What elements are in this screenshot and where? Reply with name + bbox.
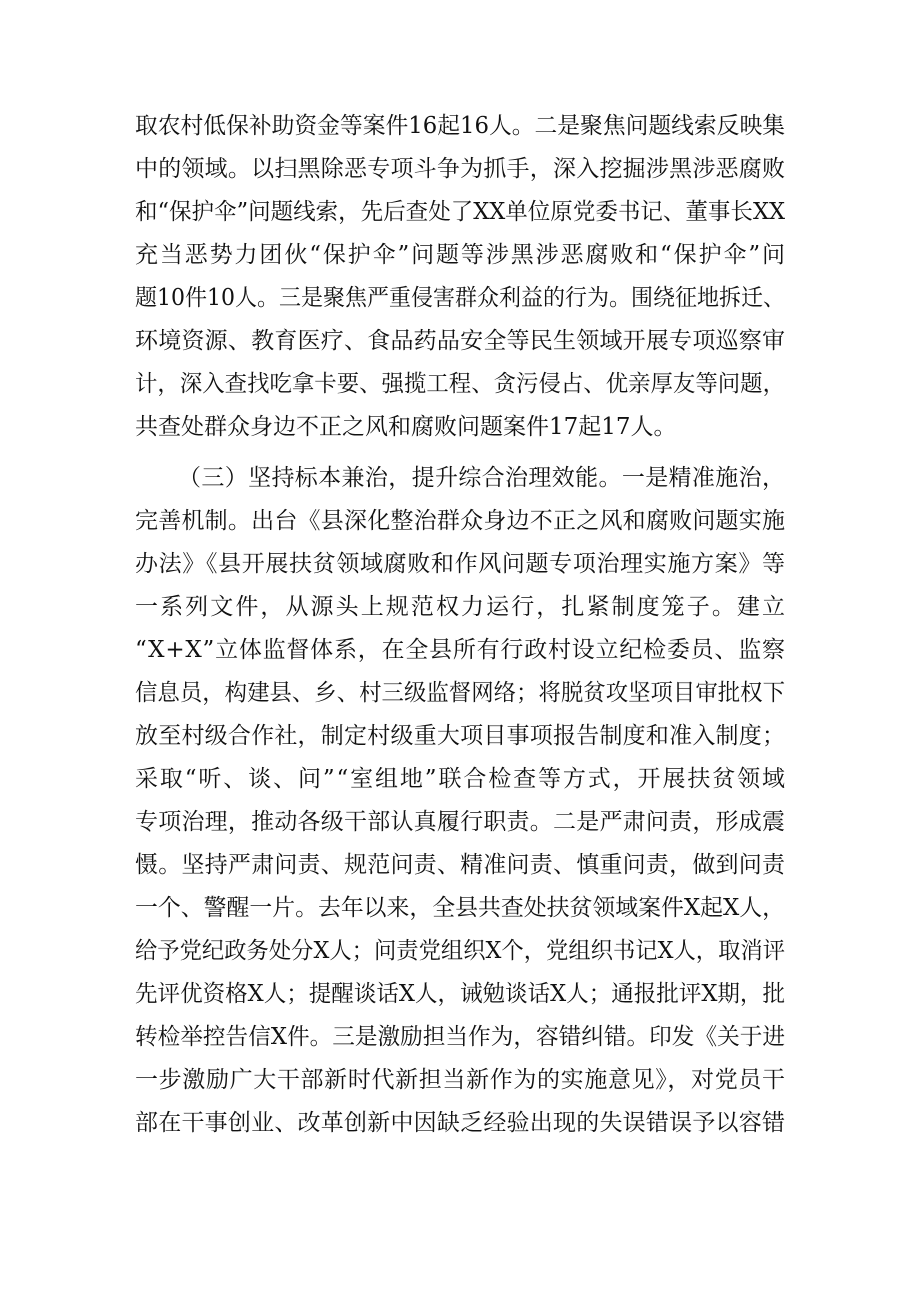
text-line: 放至村级合作社，制定村级重大项目事项报告制度和准入制度； (135, 723, 786, 749)
text-line: 办法》《县开展扶贫领域腐败和作风问题专项治理实施方案》等 (135, 551, 786, 577)
text-line: 信息员，构建县、乡、村三级监督网络；将脱贫攻坚项目审批权下 (135, 680, 785, 706)
text-line: 共查处群众身边不正之风和腐败问题案件17起17人。 (135, 414, 677, 440)
text-line: “X+X”立体监督体系，在全县所有行政村设立纪检委员、监察 (135, 637, 786, 663)
text-line: 一步激励广大干部新时代新担当新作为的实施意见》，对党员干 (135, 1067, 786, 1093)
text-line: 专项治理，推动各级干部认真履行职责。二是严肃问责，形成震 (135, 809, 786, 835)
text-line: 慑。坚持严肃问责、规范问责、精准问责、慎重问责，做到问责 (135, 852, 786, 878)
text-line: 和“保护伞”问题线索，先后查处了XX单位原党委书记、董事长XX (135, 199, 785, 225)
text-line: 给予党纪政务处分X人；问责党组织X个，党组织书记X人，取消评 (135, 938, 785, 964)
text-line: 采取“听、谈、问”“室组地”联合检查等方式，开展扶贫领域 (135, 766, 787, 792)
text-line: 题10件10人。三是聚焦严重侵害群众利益的行为。围绕征地拆迁、 (135, 285, 785, 311)
text-line: 转检举控告信X件。三是激励担当作为，容错纠错。印发《关于进 (135, 1024, 785, 1050)
text-line: 部在干事创业、改革创新中因缺乏经验出现的失误错误予以容错 (135, 1110, 786, 1136)
text-line: 充当恶势力团伙“保护伞”问题等涉黑涉恶腐败和“保护伞”问 (135, 242, 787, 268)
text-line: 计，深入查找吃拿卡要、强揽工程、贪污侵占、优亲厚友等问题， (135, 371, 785, 397)
text-line: 一系列文件，从源头上规范权力运行，扎紧制度笼子。建立 (135, 594, 788, 620)
text-line: 环境资源、教育医疗、食品药品安全等民生领域开展专项巡察审 (135, 328, 786, 354)
section-heading: （三）坚持标本兼治，提升综合治理效能。一是精准施治， (178, 465, 786, 491)
text-line: 先评优资格X人；提醒谈话X人，诫勉谈话X人；通报批评X期，批 (135, 981, 785, 1007)
text-line: 完善机制。出台《县深化整治群众身边不正之风和腐败问题实施 (135, 508, 786, 534)
text-line: 一个、警醒一片。去年以来，全县共查处扶贫领域案件X起X人， (135, 895, 785, 921)
text-line: 取农村低保补助资金等案件16起16人。二是聚焦问题线索反映集 (135, 113, 785, 139)
text-line: 中的领域。以扫黑除恶专项斗争为抓手，深入挖掘涉黑涉恶腐败 (135, 156, 786, 182)
